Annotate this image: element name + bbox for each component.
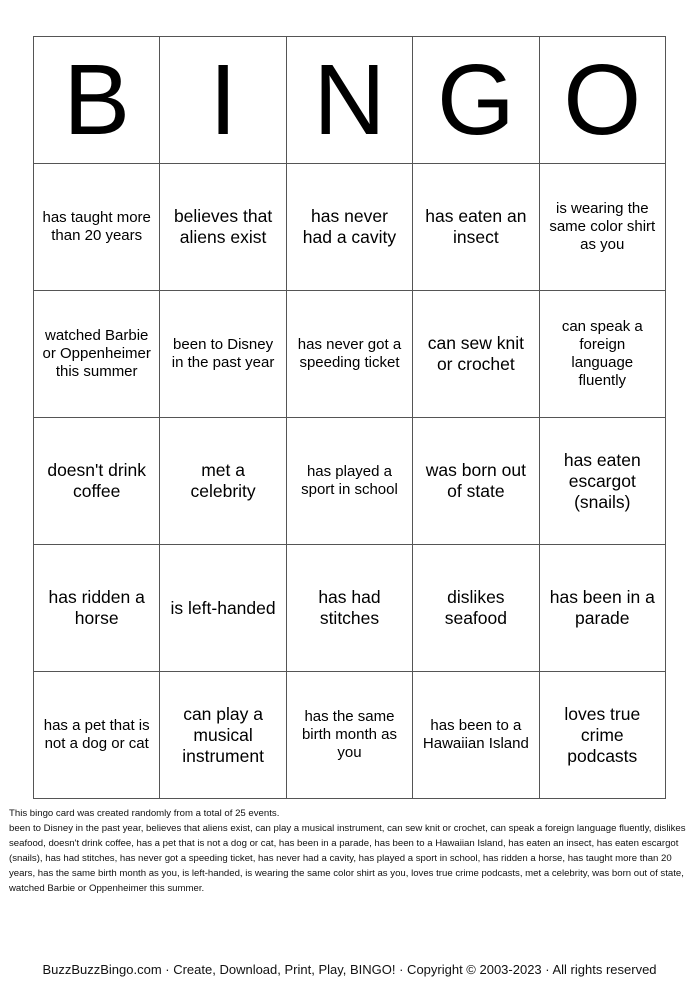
bingo-cell[interactable]: can play a musical instrument — [160, 672, 286, 799]
bingo-cell[interactable]: believes that aliens exist — [160, 164, 286, 291]
bingo-cell[interactable]: has taught more than 20 years — [34, 164, 160, 291]
header-letter-o: O — [539, 37, 665, 164]
bingo-cell[interactable]: dislikes seafood — [413, 545, 539, 672]
card-row — [34, 418, 666, 545]
bingo-cell[interactable]: has never got a speeding ticket — [286, 291, 412, 418]
header-letter-b: B — [34, 37, 160, 164]
bingo-cell[interactable]: loves true crime podcasts — [539, 672, 665, 799]
footnote-intro: This bingo card was created randomly from a total of 25 events. — [9, 808, 280, 819]
card-row — [34, 672, 666, 799]
bingo-cell[interactable]: has a pet that is not a dog or cat — [34, 672, 160, 799]
bingo-cell[interactable]: can sew knit or crochet — [413, 291, 539, 418]
bingo-cell[interactable]: is wearing the same color shirt as you — [539, 164, 665, 291]
header-row — [34, 37, 666, 164]
bingo-cell[interactable]: met a celebrity — [160, 418, 286, 545]
card-row — [34, 291, 666, 418]
bingo-cell[interactable]: doesn't drink coffee — [34, 418, 160, 545]
bingo-cell[interactable]: has eaten escargot (snails) — [539, 418, 665, 545]
bingo-cell[interactable]: was born out of state — [413, 418, 539, 545]
bingo-cell[interactable]: been to Disney in the past year — [160, 291, 286, 418]
card-row — [34, 164, 666, 291]
bingo-cell[interactable]: can speak a foreign language fluently — [539, 291, 665, 418]
header-letter-n: N — [286, 37, 412, 164]
bingo-cell[interactable]: has the same birth month as you — [286, 672, 412, 799]
bingo-cell[interactable]: watched Barbie or Oppenheimer this summer — [34, 291, 160, 418]
bingo-cell[interactable]: is left-handed — [160, 545, 286, 672]
footnote — [9, 806, 693, 896]
bingo-cell[interactable]: has played a sport in school — [286, 418, 412, 545]
header-letter-i: I — [160, 37, 286, 164]
header-letter-g: G — [413, 37, 539, 164]
footnote-events: been to Disney in the past year, believes that aliens exist, can play a musical instrument, can sew knit or crochet, can speak a foreign language fluently, dislikes seafood, doesn't drink coffee, has a pet that is not a dog or cat, has been in a parade, has been to a Hawaiian Island, has eaten an insect, has eaten escargot (snails), has had stitches, has never got a speeding ticket, has never had a cavity, has played a sport in school, has ridden a horse, has taught more than 20 years, has the same birth month as you, is left-handed, is wearing the same color shirt as you, loves true crime podcasts, met a celebrity, was born out of state, watched Barbie or Oppenheimer this summer. — [9, 823, 686, 894]
bingo-cell[interactable]: has ridden a horse — [34, 545, 160, 672]
bingo-cell[interactable]: has had stitches — [286, 545, 412, 672]
footer: BuzzBuzzBingo.com · Create, Download, Print, Play, BINGO! · Copyright © 2003-2023 · All rights reserved — [42, 962, 657, 977]
card-row — [34, 545, 666, 672]
bingo-card — [33, 36, 666, 799]
bingo-cell[interactable]: has been to a Hawaiian Island — [413, 672, 539, 799]
bingo-cell[interactable]: has been in a parade — [539, 545, 665, 672]
bingo-cell[interactable]: has never had a cavity — [286, 164, 412, 291]
bingo-cell[interactable]: has eaten an insect — [413, 164, 539, 291]
